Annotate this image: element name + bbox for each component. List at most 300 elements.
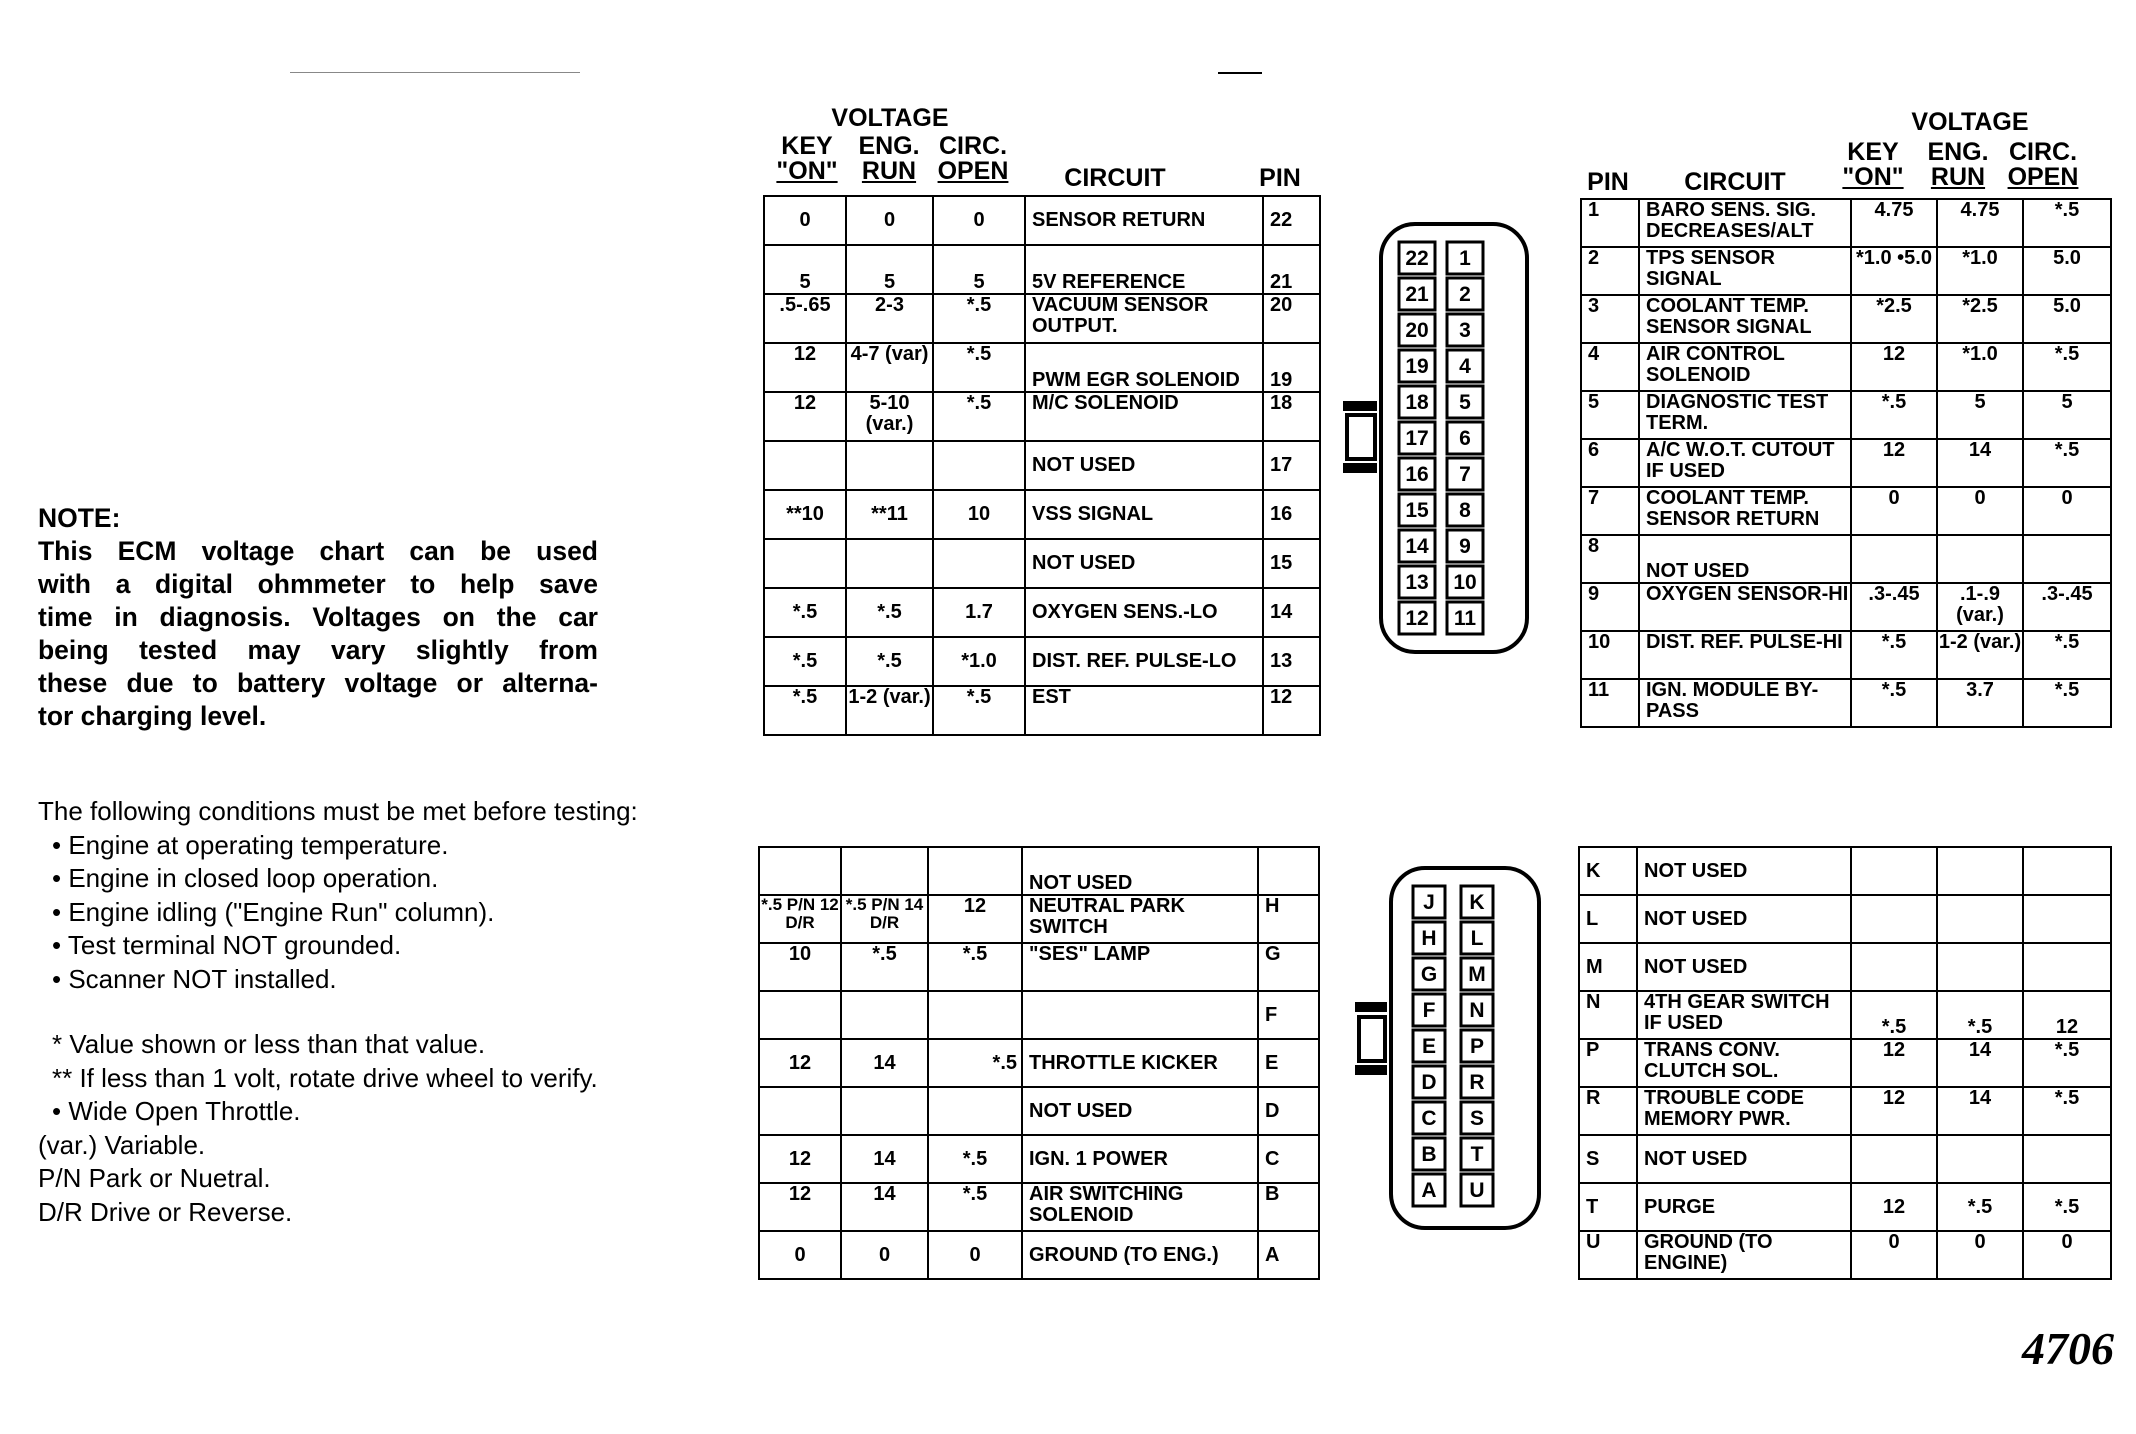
circ-open-value: *.5 — [2023, 343, 2111, 391]
ecm-table-right-top — [1580, 198, 2112, 728]
header-on: "ON" — [776, 157, 838, 185]
condition-item: • Engine at operating temperature. — [52, 829, 449, 860]
connector-pin-label: 10 — [1453, 571, 1477, 594]
pin-letter: R — [1579, 1087, 1637, 1135]
key-on-header — [762, 134, 852, 184]
eng-run-value — [1937, 847, 2023, 895]
circ-open-value: *1.0 — [933, 637, 1025, 686]
header-circ: CIRC. — [938, 132, 1008, 160]
key-on-value — [764, 539, 846, 588]
table-row — [1579, 991, 2111, 1039]
connector-tab — [1343, 401, 1377, 411]
key-on-value: .5-.65 — [764, 294, 846, 343]
pin-letter: G — [1258, 943, 1319, 991]
eng-run-header — [844, 134, 934, 184]
circ-open-value: *.5 — [928, 1039, 1022, 1087]
key-on-value — [1851, 535, 1937, 583]
legend-item: P/N Park or Nuetral. — [38, 1163, 271, 1193]
pin-number: 7 — [1581, 487, 1639, 535]
table-row — [1581, 343, 2111, 391]
table-row — [759, 1087, 1319, 1135]
pin-number: 9 — [1581, 583, 1639, 631]
connector-tab — [1355, 1065, 1387, 1075]
note-line: time in diagnosis. Voltages on the car — [38, 602, 598, 632]
circuit-name: NOT USED — [1022, 1087, 1258, 1135]
pin-number: 20 — [1263, 294, 1320, 343]
eng-run-value: *.5 — [841, 943, 928, 991]
pin-letter: D — [1258, 1087, 1319, 1135]
eng-run-value: *.5 — [846, 637, 933, 686]
table-row — [764, 539, 1320, 588]
pin-letter: B — [1258, 1183, 1319, 1231]
key-on-value: *.5 — [1851, 631, 1937, 679]
connector-tab — [1355, 1002, 1387, 1012]
pin-number: 21 — [1263, 245, 1320, 294]
circ-open-header — [928, 134, 1018, 184]
key-on-value: 12 — [759, 1135, 841, 1183]
pin-letter: U — [1579, 1231, 1637, 1279]
circ-open-value: *.5 — [2023, 1039, 2111, 1087]
connector-pin-label: 6 — [1459, 427, 1471, 450]
pin-number: 16 — [1263, 490, 1320, 539]
pin-number: 11 — [1581, 679, 1639, 727]
key-on-value: *.5 — [1851, 991, 1937, 1039]
voltage-header: VOLTAGE — [831, 104, 949, 132]
pin-letter: F — [1258, 991, 1319, 1039]
pin-letter — [1258, 847, 1319, 895]
connector-pin-label: S — [1469, 1107, 1485, 1130]
circ-open-value: *.5 — [928, 943, 1022, 991]
pin-letter: A — [1258, 1231, 1319, 1279]
pin-number: 4 — [1581, 343, 1639, 391]
eng-run-header — [1913, 140, 2003, 190]
eng-run-value: *1.0 — [1937, 343, 2023, 391]
key-on-value: 12 — [759, 1039, 841, 1087]
connector-pin-label: D — [1421, 1071, 1437, 1094]
header-eng: ENG. — [858, 132, 920, 160]
circuit-name: PWM EGR SOLENOID — [1025, 343, 1263, 392]
circuit-name: BARO SENS. SIG. DECREASES/ALT — [1639, 199, 1851, 247]
circ-open-value: *.5 — [2023, 1087, 2111, 1135]
connector-pin-label: E — [1421, 1035, 1437, 1058]
table-row — [1579, 943, 2111, 991]
eng-run-value: 14 — [841, 1039, 928, 1087]
eng-run-value: 4.75 — [1937, 199, 2023, 247]
pin-letter: M — [1579, 943, 1637, 991]
pin-number: 22 — [1263, 196, 1320, 245]
connector-pin-label: 8 — [1459, 499, 1471, 522]
circ-open-value: *.5 — [933, 686, 1025, 735]
circ-open-value: 0 — [2023, 1231, 2111, 1279]
key-on-value: 10 — [759, 943, 841, 991]
condition-item: • Scanner NOT installed. — [52, 963, 337, 994]
eng-run-value: 14 — [841, 1135, 928, 1183]
eng-run-value: 3.7 — [1937, 679, 2023, 727]
circuit-name: 5V REFERENCE — [1025, 245, 1263, 294]
circuit-name: VACUUM SENSOR OUTPUT. — [1025, 294, 1263, 343]
eng-run-value — [841, 1087, 928, 1135]
circuit-name: COOLANT TEMP. SENSOR RETURN — [1639, 487, 1851, 535]
circ-open-value: *.5 — [2023, 199, 2111, 247]
circuit-name: IGN. 1 POWER — [1022, 1135, 1258, 1183]
pin-number: 17 — [1263, 441, 1320, 490]
circuit-name: EST — [1025, 686, 1263, 735]
circuit-name: NOT USED — [1022, 847, 1258, 895]
circuit-name: M/C SOLENOID — [1025, 392, 1263, 441]
key-on-header — [1828, 140, 1918, 190]
connector-pin-label: 22 — [1405, 247, 1429, 270]
key-on-value: *.5 P/N 12 D/R — [759, 895, 841, 943]
circuit-name — [1022, 991, 1258, 1039]
condition-item: • Test terminal NOT grounded. — [52, 930, 402, 960]
eng-run-value: *.5 — [1937, 991, 2023, 1039]
connector-latch — [1359, 1017, 1385, 1061]
key-on-value: 12 — [764, 392, 846, 441]
ecm-connector-18-pin — [1345, 862, 1545, 1234]
circuit-name: NOT USED — [1637, 1135, 1851, 1183]
connector-pin-label: J — [1423, 891, 1435, 914]
table-row — [1581, 583, 2111, 631]
circ-open-value: *.5 — [928, 1135, 1022, 1183]
ecm-table-left-top — [763, 195, 1321, 736]
connector-pin-label: 11 — [1453, 607, 1477, 630]
note-line: being tested may vary slightly from — [38, 635, 598, 665]
connector-pin-label: F — [1422, 999, 1436, 1022]
circuit-name: COOLANT TEMP. SENSOR SIGNAL — [1639, 295, 1851, 343]
circuit-name: IGN. MODULE BY-PASS — [1639, 679, 1851, 727]
table-row — [1581, 679, 2111, 727]
eng-run-value: 5-10 (var.) — [846, 392, 933, 441]
key-on-value: 0 — [764, 196, 846, 245]
connector-pin-label: 15 — [1405, 499, 1429, 522]
circ-open-value: 0 — [933, 196, 1025, 245]
circuit-name: NOT USED — [1639, 535, 1851, 583]
circuit-name: A/C W.O.T. CUTOUT IF USED — [1639, 439, 1851, 487]
note-block — [38, 502, 598, 733]
eng-run-value — [1937, 535, 2023, 583]
connector-pin-label: U — [1469, 1179, 1485, 1202]
pin-number: 19 — [1263, 343, 1320, 392]
circ-open-value — [933, 441, 1025, 490]
circuit-name: TROUBLE CODE MEMORY PWR. — [1637, 1087, 1851, 1135]
note-line: these due to battery voltage or alterna- — [38, 668, 598, 698]
key-on-value: 0 — [1851, 1231, 1937, 1279]
connector-pin-column-right — [1461, 886, 1493, 1206]
table-row — [764, 588, 1320, 637]
table-row — [764, 441, 1320, 490]
key-on-value — [759, 1087, 841, 1135]
circ-open-value: 0 — [2023, 487, 2111, 535]
header-run: RUN — [1930, 163, 1986, 191]
circ-open-value: *.5 — [933, 392, 1025, 441]
connector-pin-label: 1 — [1459, 247, 1471, 270]
scan-artifact-line — [1218, 72, 1262, 74]
key-on-value: 12 — [764, 343, 846, 392]
circ-open-value: *.5 — [2023, 1183, 2111, 1231]
legend-item: • Wide Open Throttle. — [52, 1096, 301, 1126]
pin-number: 14 — [1263, 588, 1320, 637]
circuit-name: SENSOR RETURN — [1025, 196, 1263, 245]
circuit-name: AIR SWITCHING SOLENOID — [1022, 1183, 1258, 1231]
circ-open-value — [928, 1087, 1022, 1135]
circ-open-value — [928, 847, 1022, 895]
pin-letter: N — [1579, 991, 1637, 1039]
circuit-name: 4TH GEAR SWITCH IF USED — [1637, 991, 1851, 1039]
connector-pin-label: C — [1421, 1107, 1437, 1130]
connector-pin-label: 5 — [1459, 391, 1471, 414]
table-row — [759, 847, 1319, 895]
table-row — [764, 245, 1320, 294]
pin-number: 6 — [1581, 439, 1639, 487]
circ-open-value: *.5 — [928, 1183, 1022, 1231]
voltage-header: VOLTAGE — [1911, 108, 2029, 136]
connector-pin-label: H — [1421, 927, 1437, 950]
pin-letter: K — [1579, 847, 1637, 895]
ecm-table-right-bottom — [1578, 846, 2112, 1280]
header-run: RUN — [861, 157, 917, 185]
pin-letter: H — [1258, 895, 1319, 943]
key-on-value: *.5 — [764, 637, 846, 686]
circ-open-value: 5 — [933, 245, 1025, 294]
key-on-value: 12 — [1851, 1183, 1937, 1231]
connector-pin-column-left — [1399, 242, 1435, 634]
ecm-connector-22-pin — [1335, 218, 1535, 658]
table-row — [759, 895, 1319, 943]
circ-open-header — [1998, 140, 2088, 190]
eng-run-value: 0 — [1937, 487, 2023, 535]
eng-run-value: *.5 — [1937, 1183, 2023, 1231]
circuit-header: CIRCUIT — [1064, 164, 1166, 192]
table-row — [759, 1135, 1319, 1183]
key-on-value: *2.5 — [1851, 295, 1937, 343]
table-row — [759, 1231, 1319, 1279]
table-row — [1579, 847, 2111, 895]
key-on-value — [1851, 1135, 1937, 1183]
key-on-value: 12 — [1851, 343, 1937, 391]
connector-pin-label: M — [1468, 963, 1486, 986]
connector-pin-label: 14 — [1405, 535, 1429, 558]
circuit-name: DIST. REF. PULSE-HI — [1639, 631, 1851, 679]
table-row — [1579, 1231, 2111, 1279]
pin-number: 5 — [1581, 391, 1639, 439]
eng-run-value: *2.5 — [1937, 295, 2023, 343]
legend-item: D/R Drive or Reverse. — [38, 1196, 293, 1227]
circuit-name: PURGE — [1637, 1183, 1851, 1231]
table-row — [1581, 535, 2111, 583]
note-title: NOTE: — [38, 503, 121, 533]
circuit-name: VSS SIGNAL — [1025, 490, 1263, 539]
circ-open-value: *.5 — [933, 294, 1025, 343]
table-row — [759, 1183, 1319, 1231]
eng-run-value — [841, 991, 928, 1039]
eng-run-value: 5 — [1937, 391, 2023, 439]
circ-open-value: 5 — [2023, 391, 2111, 439]
key-on-value: *.5 — [764, 588, 846, 637]
table-row — [764, 343, 1320, 392]
pin-number: 13 — [1263, 637, 1320, 686]
circ-open-value: 5.0 — [2023, 247, 2111, 295]
table-row — [1579, 895, 2111, 943]
pin-header: PIN — [1587, 168, 1629, 196]
circuit-name: NOT USED — [1025, 441, 1263, 490]
table-row — [759, 991, 1319, 1039]
header-key: KEY — [1847, 138, 1899, 166]
condition-item: • Engine in closed loop operation. — [52, 863, 439, 893]
eng-run-value: **11 — [846, 490, 933, 539]
circ-open-value: *.5 — [933, 343, 1025, 392]
key-on-value: *.5 — [1851, 679, 1937, 727]
pin-number: 8 — [1581, 535, 1639, 583]
key-on-value — [1851, 847, 1937, 895]
key-on-value: 5 — [764, 245, 846, 294]
connector-pin-label: G — [1420, 963, 1438, 986]
circ-open-value: *.5 — [2023, 679, 2111, 727]
table-row — [764, 196, 1320, 245]
table-row — [759, 943, 1319, 991]
scan-artifact-line — [290, 72, 580, 73]
pin-number: 15 — [1263, 539, 1320, 588]
circuit-name: TPS SENSOR SIGNAL — [1639, 247, 1851, 295]
eng-run-value — [1937, 1135, 2023, 1183]
legend-item: * Value shown or less than that value. — [52, 1029, 486, 1059]
circ-open-value — [928, 991, 1022, 1039]
eng-run-value — [846, 441, 933, 490]
pin-letter: P — [1579, 1039, 1637, 1087]
circ-open-value — [2023, 847, 2111, 895]
connector-tab — [1343, 463, 1377, 473]
connector-pin-label: 12 — [1405, 607, 1429, 630]
eng-run-value — [1937, 895, 2023, 943]
circ-open-value: 5.0 — [2023, 295, 2111, 343]
connector-pin-label: R — [1469, 1071, 1485, 1094]
table-row — [1581, 439, 2111, 487]
note-line: This ECM voltage chart can be used — [38, 536, 598, 566]
header-open: OPEN — [2007, 163, 2079, 191]
eng-run-value: 14 — [1937, 1087, 2023, 1135]
circuit-name: NOT USED — [1637, 895, 1851, 943]
table-row — [1581, 247, 2111, 295]
connector-pin-label: N — [1469, 999, 1485, 1022]
connector-pin-label: 19 — [1405, 355, 1429, 378]
connector-pin-label: T — [1470, 1143, 1484, 1166]
key-on-value — [759, 847, 841, 895]
header-eng: ENG. — [1927, 138, 1989, 166]
circuit-name: TRANS CONV. CLUTCH SOL. — [1637, 1039, 1851, 1087]
note-line: tor charging level. — [38, 701, 267, 731]
circ-open-value: 0 — [928, 1231, 1022, 1279]
key-on-value: 12 — [759, 1183, 841, 1231]
legend-item: ** If less than 1 volt, rotate drive wheel to verify. — [52, 1062, 598, 1093]
key-on-value — [1851, 943, 1937, 991]
key-on-value: 0 — [1851, 487, 1937, 535]
pin-number: 12 — [1263, 686, 1320, 735]
circ-open-value: 12 — [928, 895, 1022, 943]
table-row — [1581, 487, 2111, 535]
eng-run-value — [841, 847, 928, 895]
eng-run-value: 0 — [1937, 1231, 2023, 1279]
key-on-value: 0 — [759, 1231, 841, 1279]
note-line: with a digital ohmmeter to help save — [38, 569, 598, 599]
circ-open-value: 1.7 — [933, 588, 1025, 637]
circuit-name: GROUND (TO ENGINE) — [1637, 1231, 1851, 1279]
table-row — [1579, 1087, 2111, 1135]
circ-open-value: .3-.45 — [2023, 583, 2111, 631]
circ-open-value — [933, 539, 1025, 588]
connector-pin-label: 9 — [1459, 535, 1471, 558]
circuit-name: DIAGNOSTIC TEST TERM. — [1639, 391, 1851, 439]
pin-letter: E — [1258, 1039, 1319, 1087]
circ-open-value: *.5 — [2023, 439, 2111, 487]
table-row — [764, 392, 1320, 441]
eng-run-value: 14 — [1937, 1039, 2023, 1087]
header-key: KEY — [781, 132, 833, 160]
connector-pin-column-left — [1413, 886, 1445, 1206]
key-on-value: *1.0 •5.0 — [1851, 247, 1937, 295]
key-on-value: .3-.45 — [1851, 583, 1937, 631]
table-row — [764, 490, 1320, 539]
connector-pin-label: 16 — [1405, 463, 1429, 486]
table-row — [764, 637, 1320, 686]
connector-pin-label: 7 — [1459, 463, 1471, 486]
circuit-name: OXYGEN SENSOR-HI — [1639, 583, 1851, 631]
pin-header: PIN — [1259, 164, 1301, 192]
ecm-table-left-bottom — [758, 846, 1320, 1280]
circuit-header: CIRCUIT — [1684, 168, 1786, 196]
condition-item: • Engine idling ("Engine Run" column). — [52, 896, 495, 927]
circuit-name: THROTTLE KICKER — [1022, 1039, 1258, 1087]
circ-open-value — [2023, 1135, 2111, 1183]
table-row — [1581, 295, 2111, 343]
key-on-value — [759, 991, 841, 1039]
eng-run-value: 2-3 — [846, 294, 933, 343]
connector-pin-label: 17 — [1405, 427, 1429, 450]
key-on-value: *.5 — [764, 686, 846, 735]
pin-number: 18 — [1263, 392, 1320, 441]
table-row — [1579, 1039, 2111, 1087]
eng-run-value: 14 — [1937, 439, 2023, 487]
pin-letter: T — [1579, 1183, 1637, 1231]
table-row — [759, 1039, 1319, 1087]
table-row — [764, 294, 1320, 343]
eng-run-value: *.5 P/N 14 D/R — [841, 895, 928, 943]
circ-open-value — [2023, 535, 2111, 583]
pin-number: 10 — [1581, 631, 1639, 679]
connector-pin-label: 20 — [1405, 319, 1429, 342]
pin-letter: S — [1579, 1135, 1637, 1183]
eng-run-value: 4-7 (var) — [846, 343, 933, 392]
key-on-value: *.5 — [1851, 391, 1937, 439]
eng-run-value: *1.0 — [1937, 247, 2023, 295]
circ-open-value — [2023, 943, 2111, 991]
key-on-value — [764, 441, 846, 490]
circuit-name: NOT USED — [1637, 847, 1851, 895]
connector-pin-label: K — [1469, 891, 1485, 914]
connector-pin-label: 18 — [1405, 391, 1429, 414]
eng-run-value: 14 — [841, 1183, 928, 1231]
key-on-value: 12 — [1851, 1087, 1937, 1135]
key-on-value: **10 — [764, 490, 846, 539]
circuit-name: DIST. REF. PULSE-LO — [1025, 637, 1263, 686]
header-on: "ON" — [1842, 163, 1904, 191]
eng-run-value — [1937, 943, 2023, 991]
circ-open-value: 10 — [933, 490, 1025, 539]
connector-pin-column-right — [1447, 242, 1483, 634]
table-row — [1579, 1183, 2111, 1231]
circuit-name: OXYGEN SENS.-LO — [1025, 588, 1263, 637]
connector-pin-label: 13 — [1405, 571, 1429, 594]
connector-pin-label: 3 — [1459, 319, 1471, 342]
key-on-value: 12 — [1851, 439, 1937, 487]
